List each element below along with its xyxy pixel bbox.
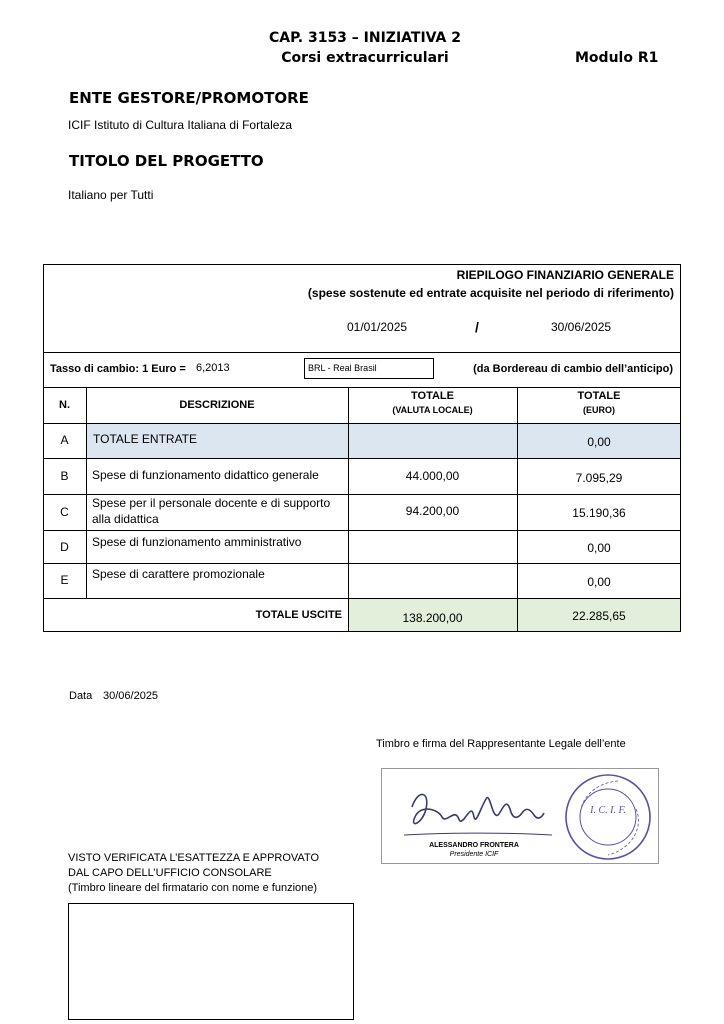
riepilogo-subtitle: (spese sostenute ed entrate acquisite nel periodo di riferimento) [307,286,674,300]
stamp-center-text: I. C. I. F. [590,805,626,816]
progetto-heading: TITOLO DEL PROGETTO [69,152,264,170]
visto-line3: (Timbro lineare del firmatario con nome e funzione) [68,882,318,894]
visto-line1: VISTO VERIFICATA L’ESATTEZZA E APPROVATO [68,852,320,864]
rule [86,387,87,598]
col-n: N. [59,399,70,411]
col-euro-sub: (EURO) [583,405,615,415]
modulo-label: Modulo R1 [575,50,659,66]
row-a-euro: 0,00 [587,435,611,449]
row-b-n: B [60,469,69,483]
row-b-desc: Spese di funzionamento didattico generale [92,468,319,482]
cambio-rate: 6,2013 [196,362,230,374]
date-separator: / [475,319,479,335]
rule [43,598,681,599]
rule [43,563,681,564]
stamp-icon [566,775,650,859]
signatory-role: Presidente ICIF [449,851,499,858]
rule [43,458,681,459]
col-local-sub: (VALUTA LOCALE) [392,405,473,415]
rule [43,530,681,531]
row-d-desc: Spese di funzionamento amministrativo [92,535,302,549]
progetto-value: Italiano per Tutti [68,188,154,202]
row-a-n: A [60,433,69,447]
row-a-desc: TOTALE ENTRATE [93,432,198,446]
form-title: CAP. 3153 – INIZIATIVA 2 [268,30,462,46]
date-to: 30/06/2025 [551,320,612,334]
currency-field[interactable]: BRL - Real Brasil [304,358,434,379]
firma-caption: Timbro e firma del Rappresentante Legale dell’ente [376,738,626,750]
signature-stamp-area [381,768,659,864]
row-c-desc-cont: alla didattica [92,512,159,526]
row-c-n: C [60,505,69,519]
rule [43,423,681,424]
row-e-n: E [60,573,69,587]
row-b-euro: 7.095,29 [575,471,623,485]
row-c-euro: 15.190,36 [572,506,626,520]
row-d-euro: 0,00 [587,541,611,555]
rule [43,387,681,388]
cambio-label: Tasso di cambio: 1 Euro = [50,363,186,375]
ente-heading: ENTE GESTORE/PROMOTORE [69,89,309,107]
consolare-stamp-box[interactable] [68,903,354,1020]
data-value: 30/06/2025 [103,690,159,702]
col-descrizione: DESCRIZIONE [179,399,255,411]
total-uscite-local: 138.200,00 [402,611,463,625]
ente-value: ICIF Istituto di Cultura Italiana di Fortaleza [68,118,293,132]
row-e-desc: Spese di carattere promozionale [92,567,265,581]
row-e-euro: 0,00 [587,575,611,589]
riepilogo-title: RIEPILOGO FINANZIARIO GENERALE [456,268,674,282]
cambio-note: (da Bordereau di cambio dell’anticipo) [473,363,673,375]
col-local-title: TOTALE [411,390,454,402]
total-uscite-euro: 22.285,65 [572,609,626,623]
col-euro-title: TOTALE [577,390,621,402]
rule [43,352,681,353]
signatory-name: ALESSANDRO FRONTERA [429,842,519,849]
row-b-local: 44.000,00 [405,469,460,483]
date-from: 01/01/2025 [347,320,408,334]
row-c-desc: Spese per il personale docente e di supporto [92,496,331,510]
form-subtitle: Corsi extracurriculari [281,50,449,66]
row-d-n: D [60,540,69,554]
rule [43,494,681,495]
visto-line2: DAL CAPO DELL’UFFICIO CONSOLARE [68,867,272,879]
data-label: Data [69,690,93,702]
total-uscite-label: TOTALE USCITE [255,609,342,621]
row-c-local: 94.200,00 [405,504,460,518]
